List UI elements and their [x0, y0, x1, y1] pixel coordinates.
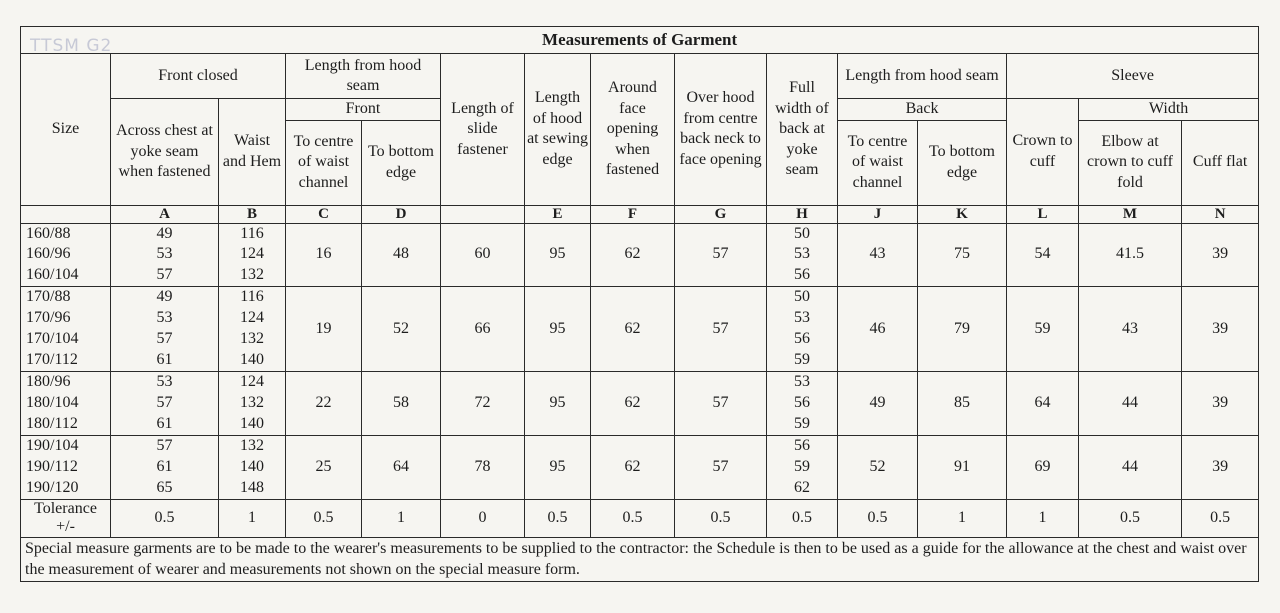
tolerance-f: 0.5 — [591, 499, 675, 537]
value-j: 46 — [838, 286, 918, 371]
letter-n: N — [1182, 205, 1259, 223]
value-g: 57 — [675, 371, 767, 435]
value-j: 43 — [838, 223, 918, 286]
tolerance-b: 1 — [219, 499, 286, 537]
tolerance-e: 0.5 — [525, 499, 591, 537]
value-c: 25 — [286, 435, 362, 499]
value-j: 49 — [838, 371, 918, 435]
header-front-to-centre-waist: To centre of waist channel — [286, 120, 362, 205]
tolerance-l: 1 — [1007, 499, 1079, 537]
value-c: 22 — [286, 371, 362, 435]
value-g: 57 — [675, 435, 767, 499]
value-b: 124 132 140 — [219, 371, 286, 435]
value-d: 58 — [362, 371, 441, 435]
value-m: 44 — [1079, 435, 1182, 499]
value-k: 79 — [918, 286, 1007, 371]
value-e: 95 — [525, 435, 591, 499]
value-d: 48 — [362, 223, 441, 286]
value-k: 85 — [918, 371, 1007, 435]
letter-l: L — [1007, 205, 1079, 223]
value-f: 62 — [591, 435, 675, 499]
value-a: 49 53 57 61 — [111, 286, 219, 371]
value-e: 95 — [525, 223, 591, 286]
value-f: 62 — [591, 371, 675, 435]
tolerance-g: 0.5 — [675, 499, 767, 537]
size-cell: 180/96 180/104 180/112 — [21, 371, 111, 435]
value-l: 64 — [1007, 371, 1079, 435]
header-back: Back — [838, 99, 1007, 121]
letter-slide-blank — [441, 205, 525, 223]
value-slide: 72 — [441, 371, 525, 435]
value-h: 53 56 59 — [767, 371, 838, 435]
header-length-hood-seam-back: Length from hood seam — [838, 54, 1007, 99]
size-cell: 190/104 190/112 190/120 — [21, 435, 111, 499]
header-length-hood: Length of hood at sewing edge — [525, 54, 591, 206]
value-b: 132 140 148 — [219, 435, 286, 499]
value-slide: 60 — [441, 223, 525, 286]
value-a: 49 53 57 — [111, 223, 219, 286]
header-cuff-flat: Cuff flat — [1182, 120, 1259, 205]
letter-blank — [21, 205, 111, 223]
value-m: 44 — [1079, 371, 1182, 435]
value-f: 62 — [591, 286, 675, 371]
value-g: 57 — [675, 223, 767, 286]
value-h: 50 53 56 59 — [767, 286, 838, 371]
value-n: 39 — [1182, 371, 1259, 435]
tolerance-d: 1 — [362, 499, 441, 537]
tolerance-slide: 0 — [441, 499, 525, 537]
value-c: 19 — [286, 286, 362, 371]
value-l: 59 — [1007, 286, 1079, 371]
value-e: 95 — [525, 371, 591, 435]
table-row — [21, 223, 1259, 286]
table-row — [21, 371, 1259, 435]
header-front: Front — [286, 99, 441, 121]
value-b: 116 124 132 — [219, 223, 286, 286]
tolerance-label: Tolerance +/- — [21, 499, 111, 537]
value-m: 43 — [1079, 286, 1182, 371]
tolerance-row — [21, 499, 1259, 537]
table-title: Measurements of Garment — [21, 27, 1259, 54]
letter-m: M — [1079, 205, 1182, 223]
value-f: 62 — [591, 223, 675, 286]
letter-c: C — [286, 205, 362, 223]
header-length-slide-fastener: Length of slide fastener — [441, 54, 525, 206]
header-front-to-bottom-edge: To bottom edge — [362, 120, 441, 205]
value-e: 95 — [525, 286, 591, 371]
header-length-hood-seam-front: Length from hood seam — [286, 54, 441, 99]
table-row — [21, 286, 1259, 371]
letter-d: D — [362, 205, 441, 223]
header-elbow: Elbow at crown to cuff fold — [1079, 120, 1182, 205]
value-h: 50 53 56 — [767, 223, 838, 286]
value-a: 53 57 61 — [111, 371, 219, 435]
header-crown-to-cuff: Crown to cuff — [1007, 99, 1079, 206]
measurements-table — [20, 26, 1259, 582]
measurement-sheet — [20, 26, 1258, 582]
value-l: 69 — [1007, 435, 1079, 499]
value-k: 75 — [918, 223, 1007, 286]
table-row — [21, 435, 1259, 499]
letter-k: K — [918, 205, 1007, 223]
letter-j: J — [838, 205, 918, 223]
value-h: 56 59 62 — [767, 435, 838, 499]
value-slide: 78 — [441, 435, 525, 499]
value-slide: 66 — [441, 286, 525, 371]
header-across-chest: Across chest at yoke seam when fastened — [111, 99, 219, 206]
value-l: 54 — [1007, 223, 1079, 286]
size-cell: 170/88 170/96 170/104 170/112 — [21, 286, 111, 371]
header-sleeve: Sleeve — [1007, 54, 1259, 99]
handwritten-stamp: TTSM G2 — [30, 36, 113, 56]
header-size: Size — [21, 54, 111, 206]
header-back-to-bottom-edge: To bottom edge — [918, 120, 1007, 205]
tolerance-a: 0.5 — [111, 499, 219, 537]
value-n: 39 — [1182, 286, 1259, 371]
size-cell: 160/88 160/96 160/104 — [21, 223, 111, 286]
value-j: 52 — [838, 435, 918, 499]
tolerance-n: 0.5 — [1182, 499, 1259, 537]
value-c: 16 — [286, 223, 362, 286]
special-measure-note: Special measure garments are to be made to the wearer's measurements to be supplied to the contractor: the Schedule is then to be used as a guide for the allowance at the chest and waist over the measurement of wearer and measurements not shown on the special measure form. — [21, 537, 1259, 581]
value-n: 39 — [1182, 435, 1259, 499]
tolerance-h: 0.5 — [767, 499, 838, 537]
tolerance-c: 0.5 — [286, 499, 362, 537]
letter-g: G — [675, 205, 767, 223]
tolerance-m: 0.5 — [1079, 499, 1182, 537]
header-front-closed: Front closed — [111, 54, 286, 99]
letter-row — [21, 205, 1259, 223]
header-width: Width — [1079, 99, 1259, 121]
header-back-to-centre-waist: To centre of waist channel — [838, 120, 918, 205]
letter-f: F — [591, 205, 675, 223]
tolerance-k: 1 — [918, 499, 1007, 537]
header-over-hood: Over hood from centre back neck to face opening — [675, 54, 767, 206]
value-m: 41.5 — [1079, 223, 1182, 286]
tolerance-j: 0.5 — [838, 499, 918, 537]
header-waist-hem: Waist and Hem — [219, 99, 286, 206]
value-a: 57 61 65 — [111, 435, 219, 499]
value-b: 116 124 132 140 — [219, 286, 286, 371]
value-g: 57 — [675, 286, 767, 371]
header-around-face: Around face opening when fastened — [591, 54, 675, 206]
value-k: 91 — [918, 435, 1007, 499]
value-n: 39 — [1182, 223, 1259, 286]
value-d: 52 — [362, 286, 441, 371]
header-full-width-back: Full width of back at yoke seam — [767, 54, 838, 206]
letter-e: E — [525, 205, 591, 223]
value-d: 64 — [362, 435, 441, 499]
letter-a: A — [111, 205, 219, 223]
letter-h: H — [767, 205, 838, 223]
letter-b: B — [219, 205, 286, 223]
